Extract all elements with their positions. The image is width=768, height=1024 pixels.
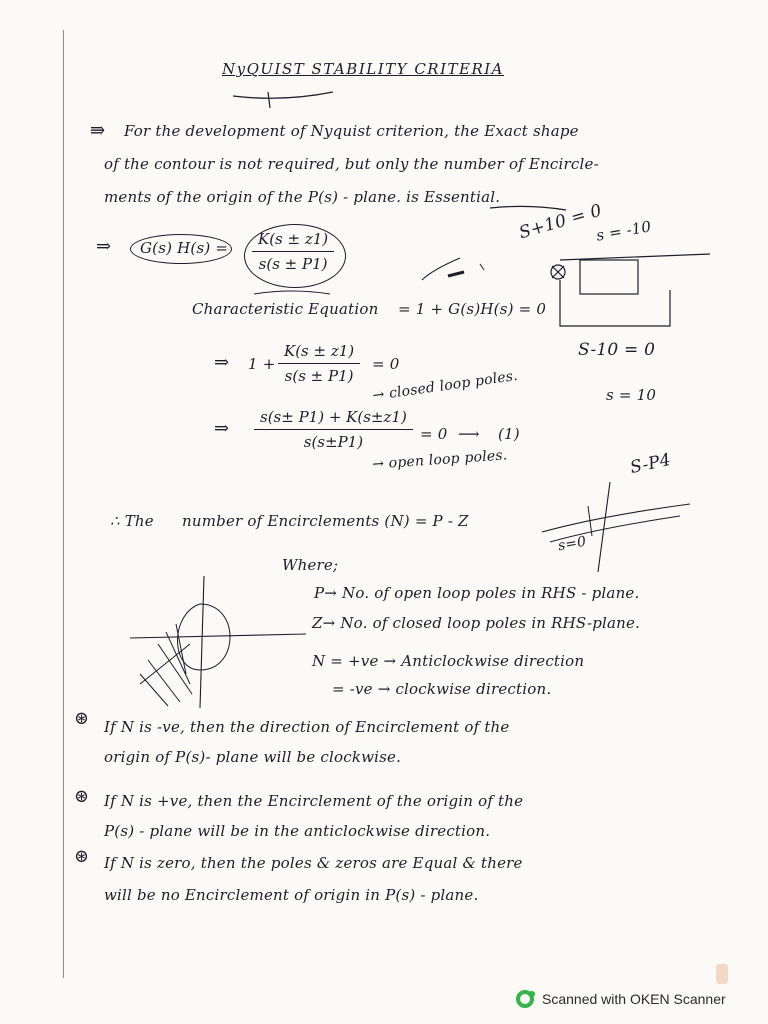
intro-line-1: For the development of Nyquist criterion, the Exact shape <box>124 122 579 140</box>
note-2-line-2: P(s) - plane will be in the anticlockwise direction. <box>104 822 491 840</box>
encirclement-formula: number of Encirclements (N) = P - Z <box>182 512 469 530</box>
intro-line-2: of the contour is not required, but only the number of Encircle- <box>104 155 599 173</box>
note-1-line-1: If N is -ve, then the direction of Encirclement of the <box>104 718 510 736</box>
step1-fraction <box>278 342 360 385</box>
implies-arrow-icon-2: ⇒ <box>214 352 230 373</box>
transfer-function-fraction <box>252 230 334 273</box>
intro-line-3: ments of the origin of the P(s) - plane. is Essential. <box>104 188 501 206</box>
closed-loop-text: closed loop poles. <box>388 367 519 402</box>
scanner-text: Scanned with OKEN Scanner <box>542 991 726 1007</box>
side-note-s-eq-10: s = 10 <box>606 386 657 404</box>
gh-label: G(s) H(s) = <box>140 239 229 257</box>
implies-arrow-icon-3: ⇒ <box>214 418 230 439</box>
step2-rhs: = 0 <box>420 425 448 443</box>
step2-denominator: s(s±P1) <box>303 433 364 451</box>
note-3-line-2: will be no Encirclement of origin in P(s) - plane. <box>104 886 479 904</box>
step1-denominator: s(s ± P1) <box>284 367 354 385</box>
step2-fraction <box>254 408 413 451</box>
double-arrow-icon: ⇛ <box>90 120 106 141</box>
asterisk-circle-icon-1: ⊛ <box>74 708 90 729</box>
tf-denominator: s(s ± P1) <box>258 255 328 273</box>
margin-line <box>63 30 64 978</box>
side-note-s-minus: S-P4 <box>628 449 673 479</box>
step1-prefix: 1 + <box>248 355 276 373</box>
p-definition: P→ No. of open loop poles in RHS - plane. <box>314 584 640 602</box>
n-negative: = -ve → clockwise direction. <box>332 680 552 698</box>
page-title: NyQUIST STABILITY CRITERIA <box>222 60 505 78</box>
tf-numerator: K(s ± z1) <box>252 230 334 252</box>
characteristic-rhs: = 1 + G(s)H(s) = 0 <box>398 300 547 318</box>
step2-eq-number: (1) <box>498 425 520 443</box>
note-3-line-1: If N is zero, then the poles & zeros are Equal & there <box>104 854 523 872</box>
side-note-s-eq-minus-10: s = -10 <box>594 217 653 245</box>
asterisk-circle-icon-3: ⊛ <box>74 846 90 867</box>
n-positive: N = +ve → Anticlockwise direction <box>312 652 585 670</box>
where-label: Where; <box>282 556 339 574</box>
open-loop-note <box>372 447 508 472</box>
side-note-s-minus-10: S-10 = 0 <box>578 340 656 360</box>
open-loop-text: open loop poles. <box>388 447 508 472</box>
step1-numerator: K(s ± z1) <box>278 342 360 364</box>
side-note-s-plus-10: S+10 = 0 <box>516 200 605 244</box>
ce-underline-sketch <box>252 290 332 300</box>
scan-artifact <box>716 964 728 984</box>
step1-rhs: = 0 <box>372 355 400 373</box>
step2-numerator: s(s± P1) + K(s±z1) <box>254 408 413 430</box>
encirclement-prefix: ∴ The <box>110 512 154 530</box>
sketch-text: s=0 <box>556 533 588 555</box>
z-definition: Z→ No. of closed loop poles in RHS-plane. <box>312 614 641 632</box>
characteristic-label: Characteristic Equation <box>192 300 379 318</box>
asterisk-circle-icon-2: ⊛ <box>74 786 90 807</box>
closed-loop-note <box>372 368 519 404</box>
note-1-line-2: origin of P(s)- plane will be clockwise. <box>104 748 402 766</box>
note-2-line-1: If N is +ve, then the Encirclement of the origin of the <box>104 792 524 810</box>
nyquist-contour-sketch <box>120 574 310 714</box>
oken-logo-icon <box>516 990 534 1008</box>
step2-arrow-icon: ⟶ <box>458 425 480 443</box>
pole-sketch <box>540 476 700 576</box>
closed-arrow-icon: → <box>371 385 391 405</box>
scanner-watermark <box>516 990 726 1008</box>
title-underline-sketch <box>228 86 338 110</box>
open-arrow-icon: → <box>371 455 390 473</box>
implies-arrow-icon: ⇒ <box>96 236 112 257</box>
